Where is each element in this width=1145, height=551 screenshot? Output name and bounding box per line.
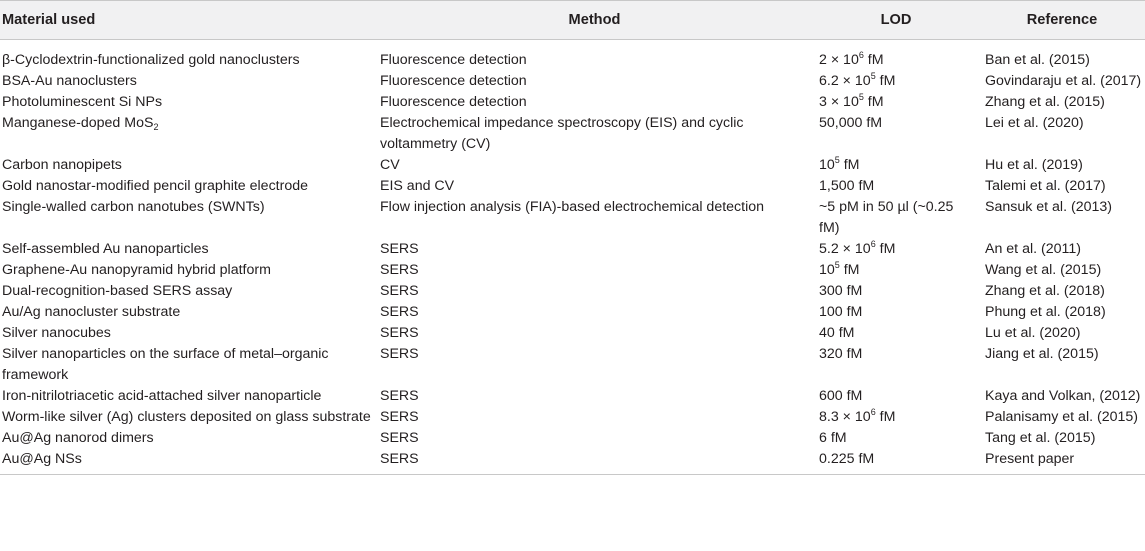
table-row [0, 302, 1145, 323]
cell-reference: Jiang et al. (2015) [985, 346, 1099, 362]
header-lod: LOD [813, 1, 979, 40]
unit: fM [839, 262, 860, 278]
cell-material: Single-walled carbon nanotubes (SWNTs) [2, 199, 265, 215]
cell-lod: 600 fM [819, 388, 863, 404]
cell-lod [813, 260, 979, 281]
cell-lod [813, 407, 979, 428]
cell-lod: 100 fM [819, 304, 863, 320]
exponent: 6 [858, 50, 864, 60]
cell-material: β-Cyclodextrin-functionalized gold nanoclusters [2, 52, 300, 68]
cell-reference: Phung et al. (2018) [985, 304, 1106, 320]
cell-method: CV [380, 157, 400, 173]
cell-material: Self-assembled Au nanoparticles [2, 241, 209, 257]
exponent: 5 [858, 92, 864, 102]
cell-method: SERS [380, 241, 419, 257]
cell-material: Gold nanostar-modified pencil graphite electrode [2, 178, 309, 194]
cell-lod-text: 5.2 × 10 [819, 241, 871, 257]
cell-reference: An et al. (2011) [985, 241, 1081, 257]
cell-material: Worm-like silver (Ag) clusters deposited on glass substrate [2, 409, 371, 425]
cell-lod: 6 fM [819, 430, 847, 446]
cell-method: SERS [378, 449, 813, 475]
exponent: 6 [870, 239, 876, 249]
cell-lod [813, 92, 979, 113]
cell-method: SERS [380, 430, 419, 446]
cell-reference: Talemi et al. (2017) [985, 178, 1106, 194]
cell-reference: Govindaraju et al. (2017) [985, 73, 1142, 89]
header-method: Method [378, 1, 813, 40]
cell-reference: Tang et al. (2015) [985, 430, 1096, 446]
unit: fM [839, 157, 860, 173]
unit: fM [875, 409, 896, 425]
table-row [0, 449, 1145, 475]
table-row [0, 239, 1145, 260]
cell-lod: 1,500 fM [819, 178, 875, 194]
unit: fM [863, 94, 884, 110]
unit: fM [875, 73, 896, 89]
table-row [0, 260, 1145, 281]
cell-lod: 50,000 fM [819, 115, 883, 131]
cell-method: SERS [380, 304, 419, 320]
cell-method: SERS [380, 409, 419, 425]
table-row [0, 113, 1145, 155]
cell-reference: Sansuk et al. (2013) [985, 199, 1112, 215]
cell-lod: ~5 pM in 50 µl (~0.25 fM) [819, 199, 954, 236]
table-row [0, 155, 1145, 176]
cell-lod-text: 8.3 × 10 [819, 409, 871, 425]
table-row [0, 176, 1145, 197]
cell-material: Carbon nanopipets [2, 157, 122, 173]
cell-lod [813, 40, 979, 72]
cell-lod-text: 3 × 10 [819, 94, 859, 110]
cell-material [0, 113, 378, 155]
cell-lod-text: 10 [819, 157, 835, 173]
cell-material: Au@Ag nanorod dimers [2, 430, 154, 446]
exponent: 5 [834, 155, 840, 165]
table-row [0, 344, 1145, 386]
cell-method: Fluorescence detection [380, 73, 527, 89]
table-row [0, 407, 1145, 428]
cell-material: Dual-recognition-based SERS assay [2, 283, 233, 299]
cell-material: Silver nanocubes [2, 325, 111, 341]
cell-reference: Zhang et al. (2018) [985, 283, 1105, 299]
cell-lod-text: 10 [819, 262, 835, 278]
cell-method: Electrochemical impedance spectroscopy (EIS) and cyclic voltammetry (CV) [380, 115, 744, 152]
exponent: 5 [834, 260, 840, 270]
table-row [0, 92, 1145, 113]
cell-method: Flow injection analysis (FIA)-based electrochemical detection [380, 199, 765, 215]
cell-reference: Present paper [979, 449, 1145, 475]
cell-method: SERS [380, 325, 419, 341]
cell-lod: 300 fM [819, 283, 863, 299]
cell-lod-text: 6.2 × 10 [819, 73, 871, 89]
cell-material: Iron-nitrilotriacetic acid-attached silver nanoparticle [2, 388, 322, 404]
cell-material: Au@Ag NSs [0, 449, 378, 475]
cell-material-text: Manganese-doped MoS [2, 115, 154, 131]
cell-method: SERS [380, 283, 419, 299]
cell-material: Silver nanoparticles on the surface of metal–organic framework [2, 346, 329, 383]
table-row [0, 40, 1145, 72]
table-body [0, 40, 1145, 475]
table-row [0, 197, 1145, 239]
cell-lod [813, 239, 979, 260]
unit: fM [863, 52, 884, 68]
table-row [0, 71, 1145, 92]
header-row [0, 1, 1145, 40]
exponent: 6 [870, 407, 876, 417]
cell-material: Photoluminescent Si NPs [2, 94, 163, 110]
cell-method: SERS [380, 346, 419, 362]
cell-material: Graphene-Au nanopyramid hybrid platform [2, 262, 271, 278]
header-material: Material used [0, 1, 378, 40]
exponent: 5 [870, 71, 876, 81]
cell-lod: 0.225 fM [813, 449, 979, 475]
table-row [0, 323, 1145, 344]
cell-material: Au/Ag nanocluster substrate [2, 304, 181, 320]
cell-method: SERS [380, 388, 419, 404]
table-row [0, 386, 1145, 407]
cell-reference: Lu et al. (2020) [985, 325, 1081, 341]
cell-reference: Palanisamy et al. (2015) [985, 409, 1138, 425]
cell-lod-text: 2 × 10 [819, 52, 859, 68]
cell-reference: Wang et al. (2015) [985, 262, 1102, 278]
subscript: 2 [153, 122, 159, 132]
cell-reference: Ban et al. (2015) [985, 52, 1090, 68]
header-reference: Reference [979, 1, 1145, 40]
cell-material: BSA-Au nanoclusters [2, 73, 137, 89]
cell-lod [813, 155, 979, 176]
cell-method: EIS and CV [380, 178, 455, 194]
cell-lod [813, 71, 979, 92]
cell-method: Fluorescence detection [380, 52, 527, 68]
cell-reference: Zhang et al. (2015) [985, 94, 1105, 110]
cell-reference: Lei et al. (2020) [985, 115, 1084, 131]
cell-lod: 320 fM [819, 346, 863, 362]
cell-reference: Kaya and Volkan, (2012) [985, 388, 1141, 404]
unit: fM [875, 241, 896, 257]
cell-method: Fluorescence detection [380, 94, 527, 110]
table-row [0, 428, 1145, 449]
table-header [0, 1, 1145, 40]
table-row [0, 281, 1145, 302]
cell-reference: Hu et al. (2019) [985, 157, 1083, 173]
cell-lod: 40 fM [819, 325, 855, 341]
cell-method: SERS [380, 262, 419, 278]
